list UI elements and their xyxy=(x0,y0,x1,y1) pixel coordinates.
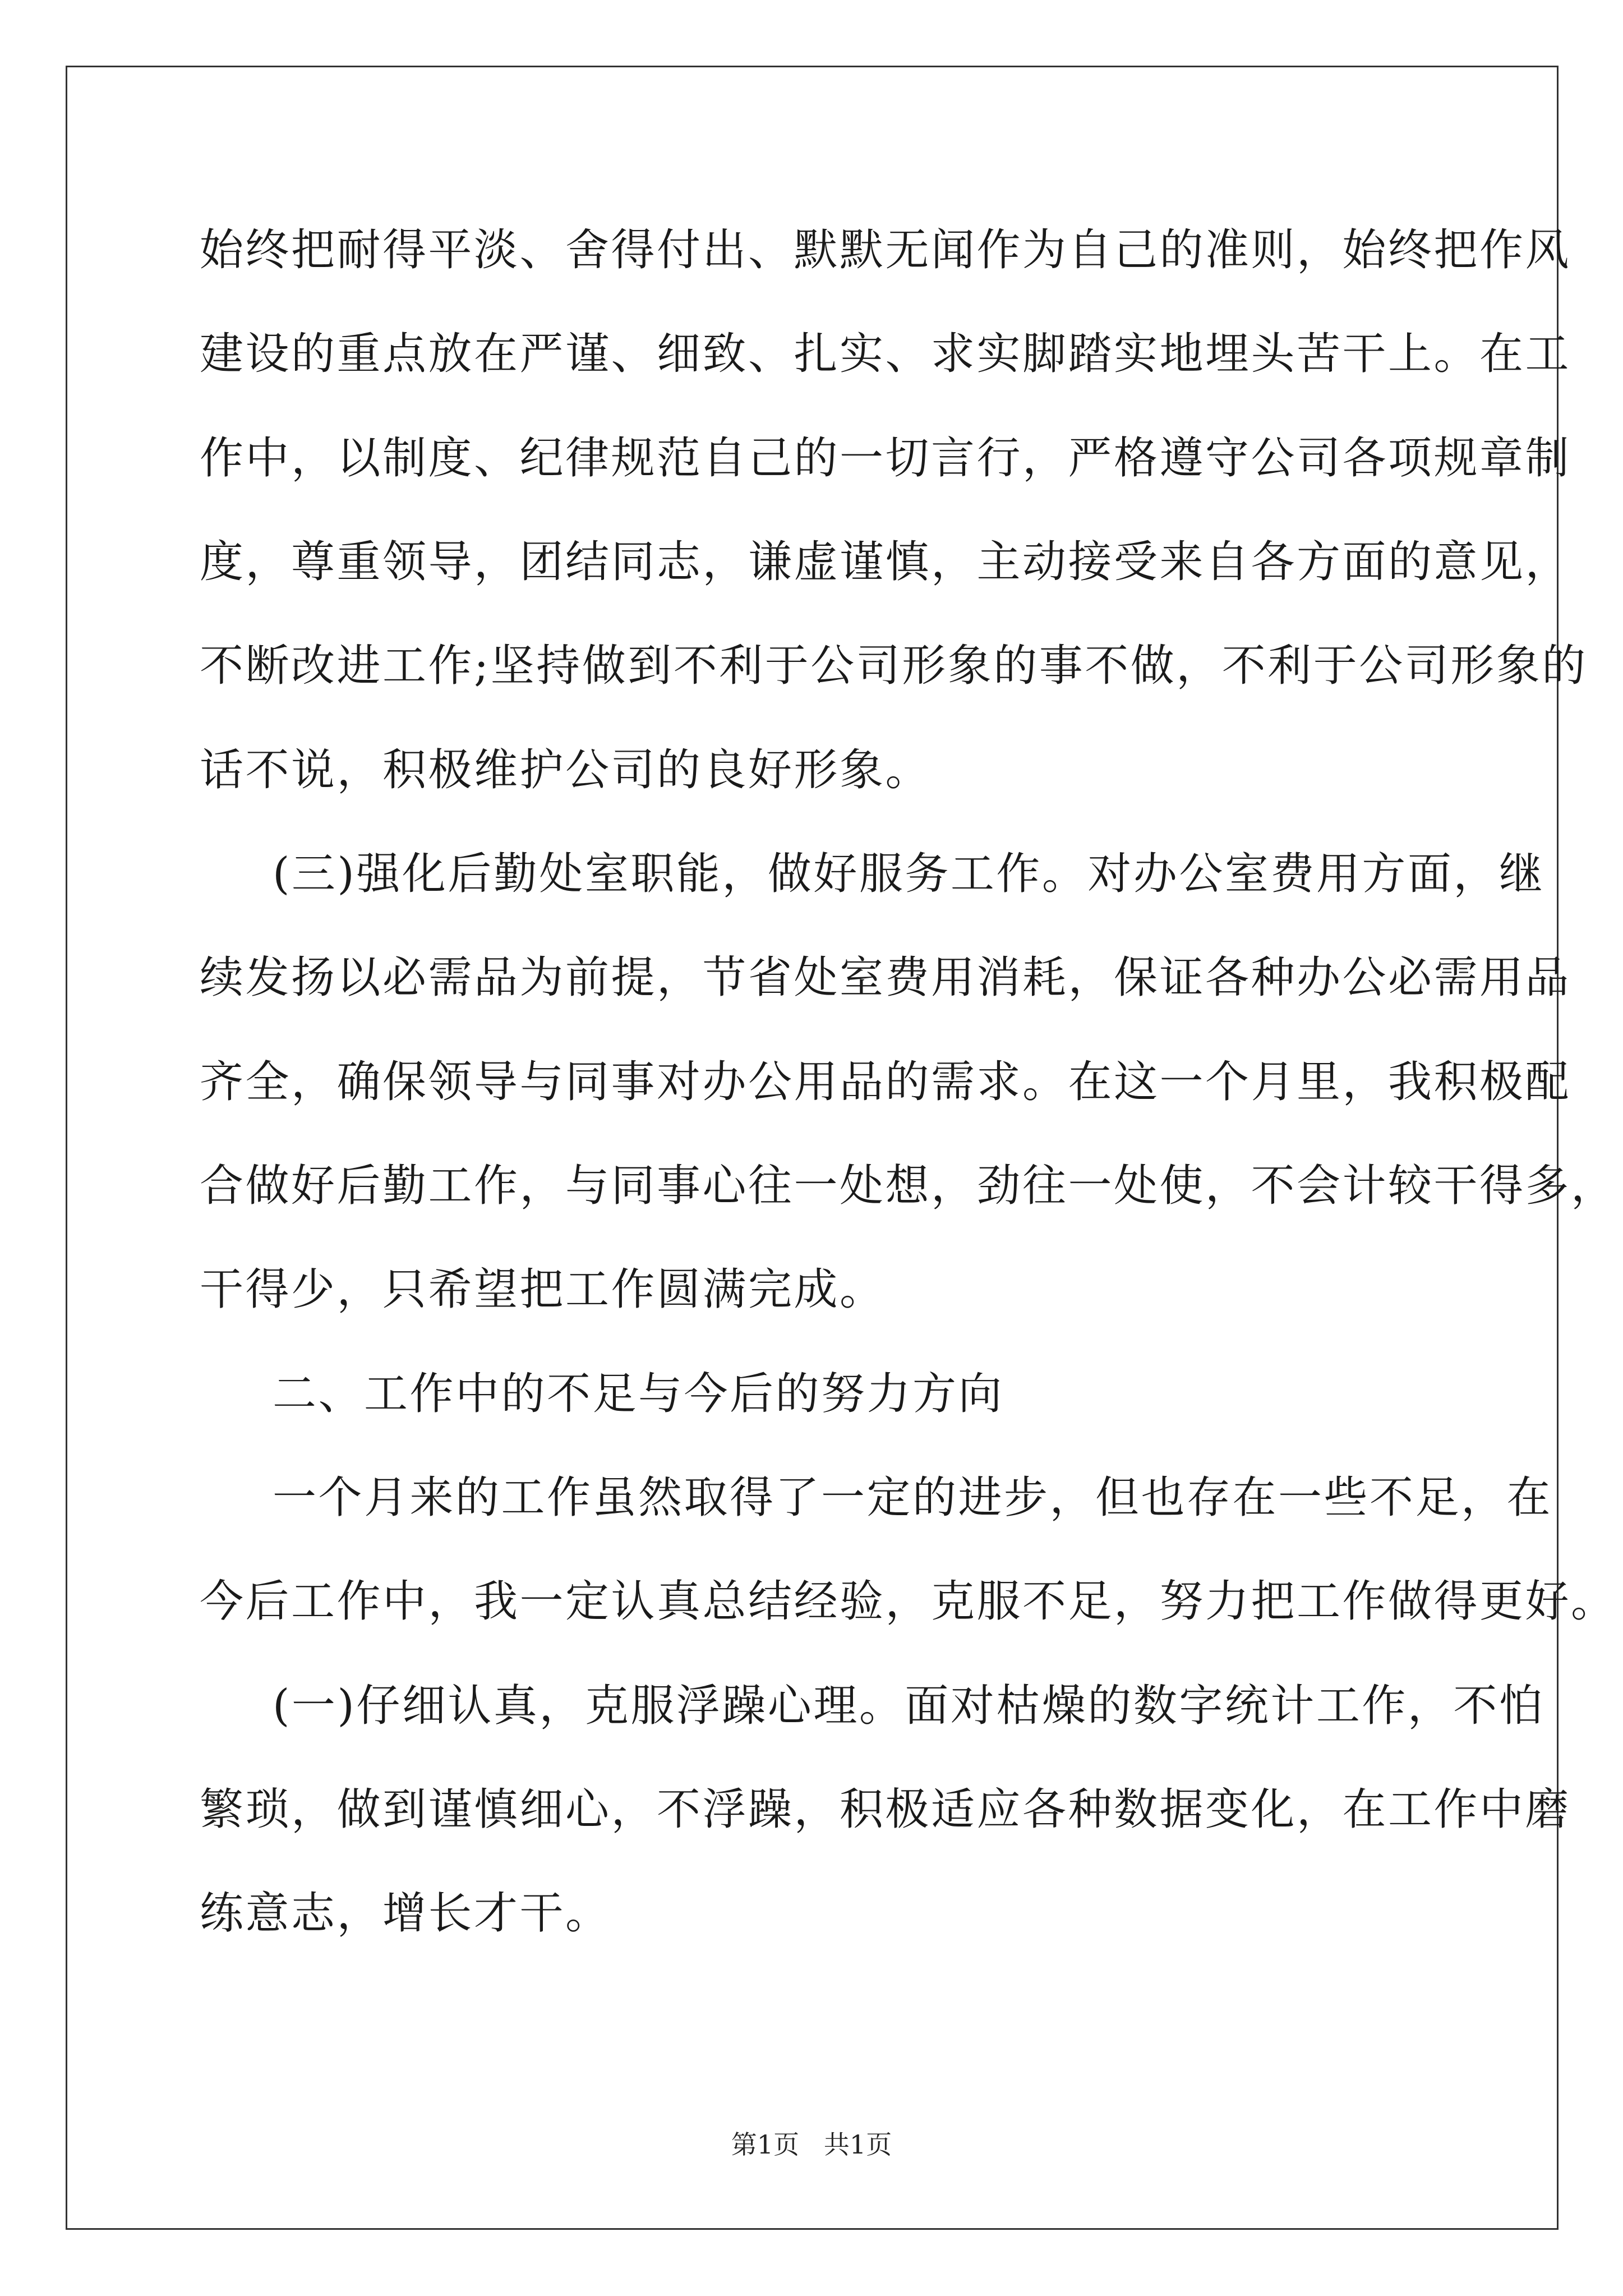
paragraph-line: 一个月来的工作虽然取得了一定的进步，但也存在一些不足，在 xyxy=(273,1473,1553,1523)
section-heading-three: (三)强化后勤处室职能，做好服务工作。对办公室费用方面，继 xyxy=(273,849,1545,899)
paragraph-line: 干得少，只希望把工作圆满完成。 xyxy=(200,1264,886,1315)
page-footer: 第1页 共1页 xyxy=(731,2129,892,2160)
paragraph-line: 建设的重点放在严谨、细致、扎实、求实脚踏实地埋头苦干上。在工 xyxy=(200,329,1571,379)
paragraph-line: 续发扬以必需品为前提，节省处室费用消耗，保证各种办公必需用品 xyxy=(200,953,1571,1003)
paragraph-line: 繁琐，做到谨慎细心，不浮躁，积极适应各种数据变化，在工作中磨 xyxy=(200,1784,1571,1835)
paragraph-line: 合做好后勤工作，与同事心往一处想，劲往一处使，不会计较干得多， xyxy=(200,1161,1617,1211)
paragraph-line: 齐全，确保领导与同事对办公用品的需求。在这一个月里，我积极配 xyxy=(200,1057,1571,1107)
paragraph-line: 度，尊重领导，团结同志，谦虚谨慎，主动接受来自各方面的意见， xyxy=(200,537,1571,587)
paragraph-line: 话不说，积极维护公司的良好形象。 xyxy=(200,745,932,795)
section-heading-one: (一)仔细认真，克服浮躁心理。面对枯燥的数字统计工作，不怕 xyxy=(273,1681,1545,1731)
paragraph-line: 始终把耐得平淡、舍得付出、默默无闻作为自己的准则，始终把作风 xyxy=(200,225,1571,275)
paragraph-line: 不断改进工作;坚持做到不利于公司形象的事不做，不利于公司形象的 xyxy=(200,641,1588,691)
paragraph-line: 今后工作中，我一定认真总结经验，克服不足，努力把工作做得更好。 xyxy=(200,1576,1617,1627)
paragraph-line: 练意志，增长才干。 xyxy=(200,1888,611,1939)
paragraph-line: 作中，以制度、纪律规范自己的一切言行，严格遵守公司各项规章制 xyxy=(200,433,1571,484)
section-heading-two: 二、工作中的不足与今后的努力方向 xyxy=(273,1369,1004,1419)
